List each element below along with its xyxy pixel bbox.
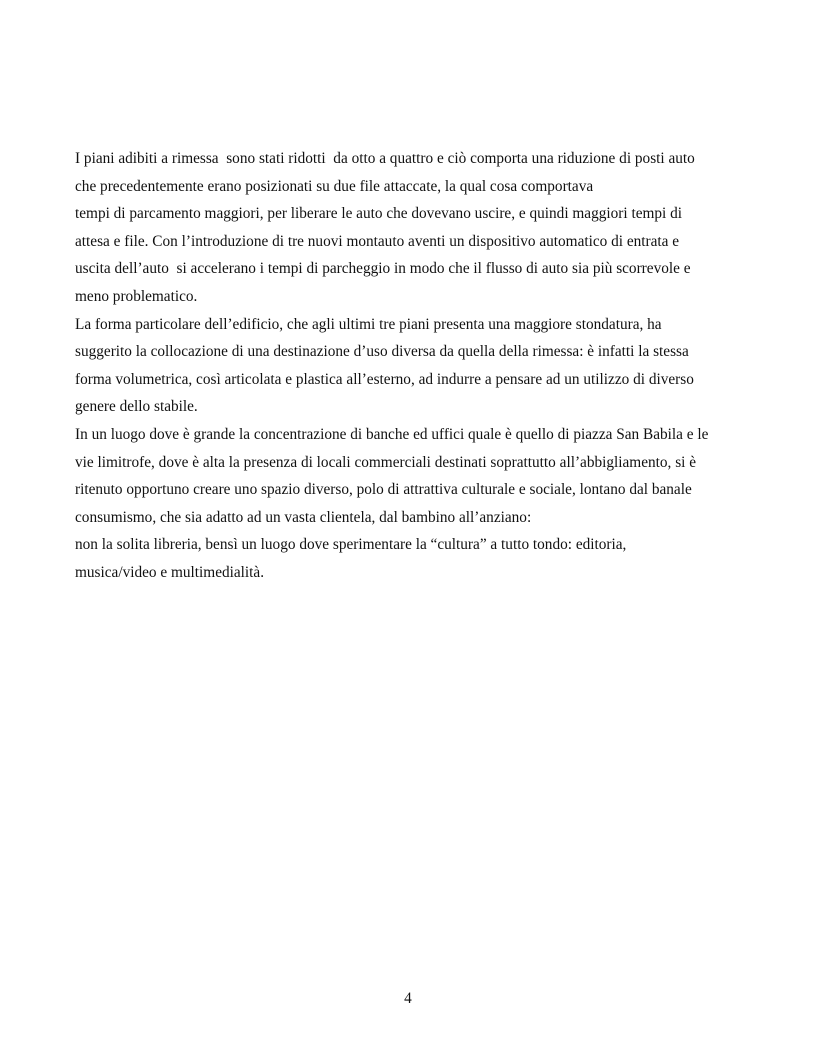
text-line: non la solita libreria, bensì un luogo dove sperimentare la “cultura” a tutto tondo: editoria,	[75, 536, 627, 554]
text-line: In un luogo dove è grande la concentrazione di banche ed uffici quale è quello di piazza San Babila e le	[75, 425, 709, 443]
text-line: I piani adibiti a rimessa sono stati ridotti da otto a quattro e ciò comporta una riduzione di posti auto	[75, 150, 695, 167]
text-line: tempi di parcamento maggiori, per liberare le auto che dovevano uscire, e quindi maggiori tempi di	[75, 205, 682, 223]
text-line: consumismo, che sia adatto ad un vasta clientela, dal bambino all’anziano:	[75, 508, 532, 526]
text-line: La forma particolare dell’edificio, che agli ultimi tre piani presenta una maggiore stondatura, ha	[75, 315, 662, 333]
page-number: 4	[404, 990, 412, 1007]
text-line: vie limitrofe, dove è alta la presenza di locali commerciali destinati soprattutto all’abbigliamento, si è	[75, 453, 697, 471]
document-body	[75, 145, 765, 587]
text-line: suggerito la collocazione di una destinazione d’uso diversa da quella della rimessa: è infatti la stessa	[75, 343, 689, 361]
text-line: musica/video e multimedialità.	[75, 563, 265, 581]
text-line: meno problematico.	[75, 287, 198, 305]
text-line: ritenuto opportuno creare uno spazio diverso, polo di attrattiva culturale e sociale, lontano dal banale	[75, 481, 692, 499]
text-line: forma volumetrica, così articolata e plastica all’esterno, ad indurre a pensare ad un utilizzo di diverso	[75, 370, 694, 388]
text-line: attesa e file. Con l’introduzione di tre nuovi montauto aventi un dispositivo automatico di entrata e	[75, 232, 680, 250]
text-line: che precedentemente erano posizionati su due file attaccate, la qual cosa comportava	[75, 177, 594, 195]
text-line: genere dello stabile.	[75, 398, 198, 416]
text-line: uscita dell’auto si accelerano i tempi di parcheggio in modo che il flusso di auto sia più scorrevole e	[75, 260, 691, 278]
